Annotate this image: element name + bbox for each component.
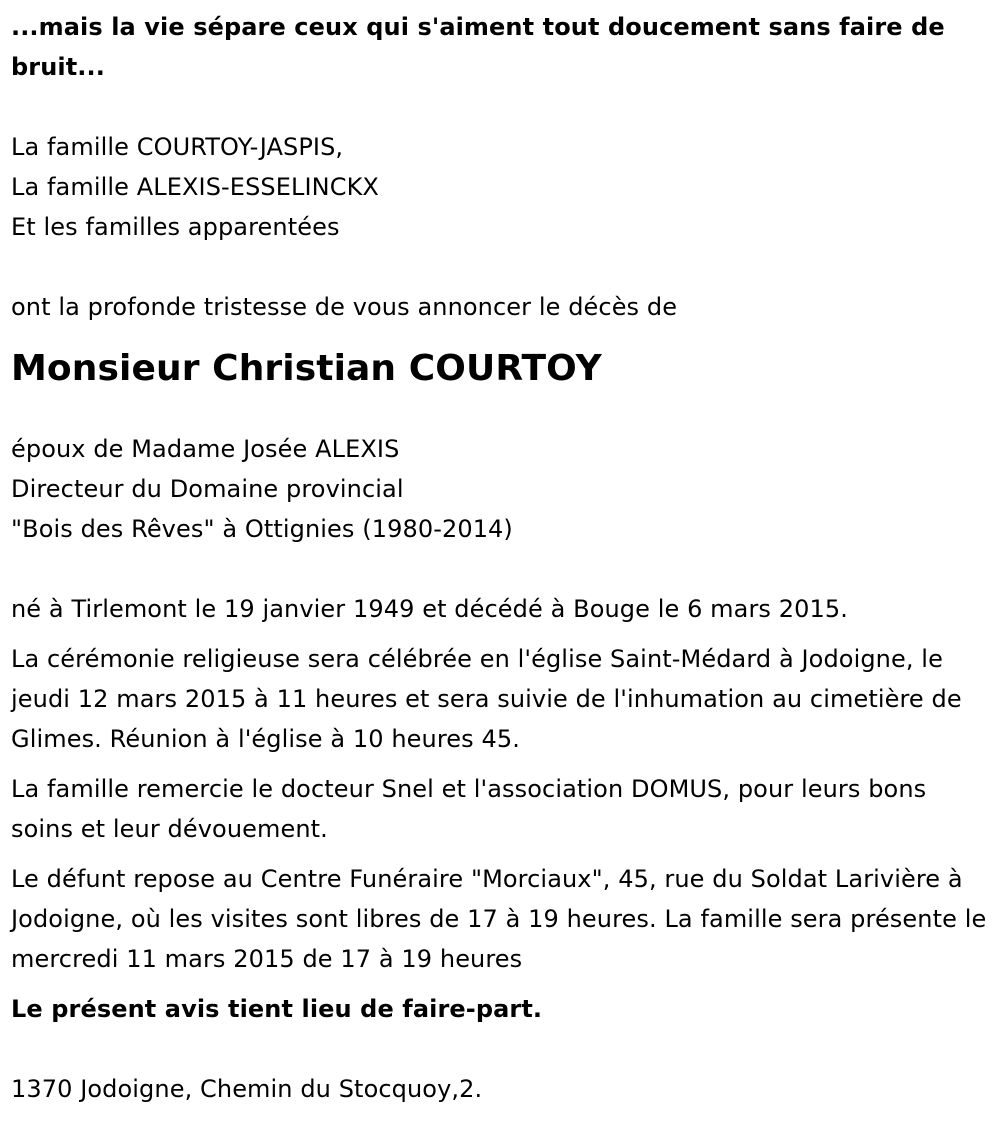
spacer bbox=[11, 87, 988, 127]
announcement: ont la profonde tristesse de vous annoncer le décès de bbox=[11, 293, 678, 321]
spacer bbox=[11, 549, 988, 589]
thanks-text: La famille remercie le docteur Snel et l'association DOMUS, pour leurs bons soins et leur dévouement. bbox=[11, 775, 927, 843]
spacer bbox=[11, 1029, 988, 1069]
deceased-details bbox=[11, 429, 988, 549]
family-line: La famille ALEXIS-ESSELINCKX bbox=[11, 173, 379, 201]
birth-death-info: né à Tirlemont le 19 janvier 1949 et décédé à Bouge le 6 mars 2015. bbox=[11, 595, 848, 623]
family-line: La famille COURTOY-JASPIS, bbox=[11, 133, 344, 161]
deceased-name: Monsieur Christian COURTOY bbox=[11, 348, 602, 389]
ceremony-info: La cérémonie religieuse sera célébrée en l'église Saint-Médard à Jodoigne, le jeudi 12 mars 2015 à 11 heures et sera suivie de l'inhumation au cimetière de Glimes. Réunion à l'église à 10 heures 45. bbox=[11, 645, 962, 753]
detail-line: Directeur du Domaine provincial bbox=[11, 475, 404, 503]
family-list bbox=[11, 127, 988, 247]
spacer bbox=[11, 389, 988, 429]
detail-line: époux de Madame Josée ALEXIS bbox=[11, 435, 400, 463]
family-address: 1370 Jodoigne, Chemin du Stocquoy,2. bbox=[11, 1075, 483, 1103]
family-line: Et les familles apparentées bbox=[11, 213, 340, 241]
spacer bbox=[11, 247, 988, 287]
notice-text: Le présent avis tient lieu de faire-part. bbox=[11, 995, 543, 1023]
visitation-info: Le défunt repose au Centre Funéraire "Morciaux", 45, rue du Soldat Larivière à Jodoigne, où les visites sont libres de 17 à 19 heures. La famille sera présente le mercredi 11 mars 2015 de 17 à 19 heures bbox=[11, 865, 987, 973]
epigraph: ...mais la vie sépare ceux qui s'aiment tout doucement sans faire de bruit... bbox=[11, 13, 945, 81]
detail-line: "Bois des Rêves" à Ottignies (1980-2014) bbox=[11, 515, 513, 543]
